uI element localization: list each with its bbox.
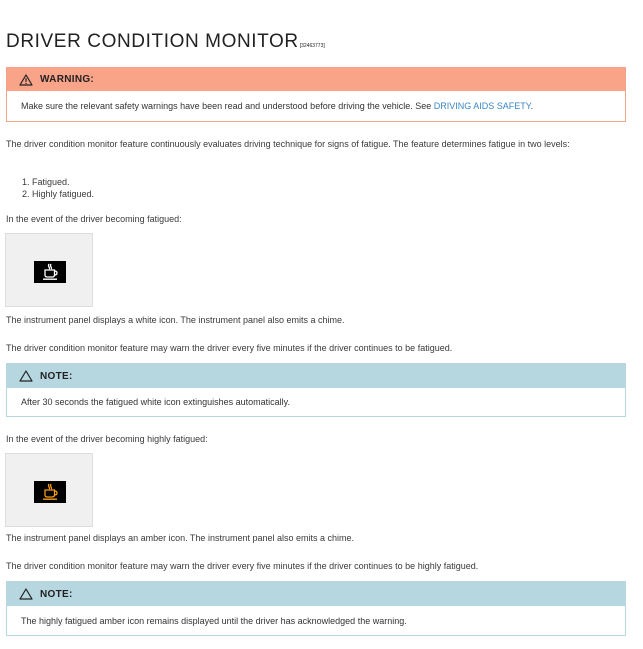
note-body xyxy=(7,606,625,635)
icon-tile xyxy=(34,261,66,283)
note-label: NOTE: xyxy=(40,370,73,382)
note-triangle-icon xyxy=(19,588,33,600)
note-header xyxy=(7,582,625,606)
fatigue-levels-list xyxy=(22,176,94,200)
reference-code: [32463773] xyxy=(299,43,325,49)
page-title: DRIVER CONDITION MONITOR[32463773] xyxy=(6,31,325,52)
icon-tile xyxy=(34,481,66,503)
highly-fatigued-icon-figure xyxy=(5,453,93,527)
note-header xyxy=(7,364,625,388)
warning-box xyxy=(6,67,626,122)
note-box-fatigued xyxy=(6,363,626,417)
note-text: After 30 seconds the fatigued white icon extinguishes automatically. xyxy=(21,397,290,407)
intro-paragraph: The driver condition monitor feature continuously evaluates driving technique for signs of fatigue. The feature determines fatigue in two levels: xyxy=(6,139,570,149)
note-box-highly-fatigued xyxy=(6,581,626,636)
note-label: NOTE: xyxy=(40,588,73,600)
list-item: 2. Highly fatigued. xyxy=(22,189,95,199)
coffee-cup-icon xyxy=(34,481,66,503)
warning-label: WARNING: xyxy=(40,74,95,85)
fatigued-display-text: The instrument panel displays a white icon. The instrument panel also emits a chime. xyxy=(6,315,345,325)
highly-fatigued-heading: In the event of the driver becoming highly fatigued: xyxy=(6,434,208,444)
note-body xyxy=(7,388,625,416)
highly-fatigued-display-text: The instrument panel displays an amber icon. The instrument panel also emits a chime. xyxy=(6,533,355,543)
warning-triangle-icon xyxy=(19,74,33,86)
highly-fatigued-repeat-text: The driver condition monitor feature may warn the driver every five minutes if the driver continues to be highly fatigued. xyxy=(6,561,479,571)
coffee-cup-icon xyxy=(34,261,66,283)
fatigued-icon-figure xyxy=(5,233,93,307)
warning-text: Make sure the relevant safety warnings have been read and understood before driving the vehicle. See DRIVING AIDS SAFETY. xyxy=(21,101,534,111)
driving-aids-safety-link[interactable]: DRIVING AIDS SAFETY xyxy=(433,101,531,111)
note-text: The highly fatigued amber icon remains displayed until the driver has acknowledged the warning. xyxy=(21,615,407,626)
warning-header xyxy=(7,68,625,91)
warning-body xyxy=(7,91,625,121)
fatigued-heading: In the event of the driver becoming fatigued: xyxy=(6,214,182,224)
fatigued-repeat-text: The driver condition monitor feature may warn the driver every five minutes if the driver continues to be fatigued. xyxy=(6,343,453,353)
list-item: 1. Fatigued. xyxy=(22,177,70,187)
note-triangle-icon xyxy=(19,370,33,382)
